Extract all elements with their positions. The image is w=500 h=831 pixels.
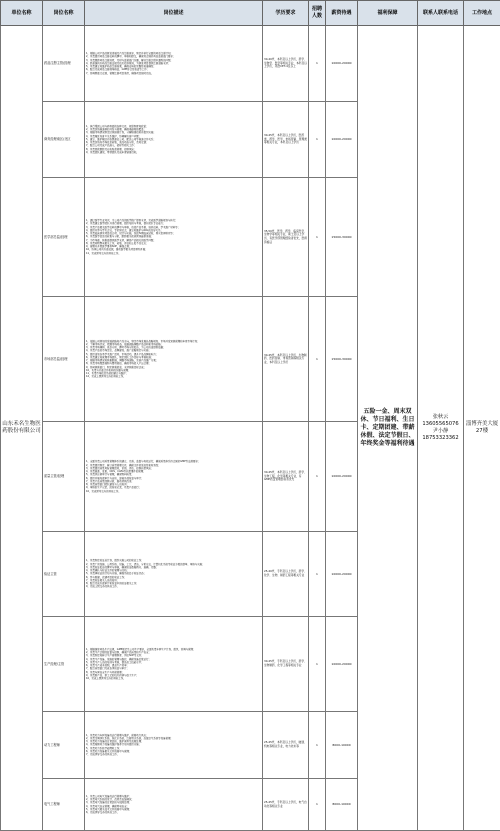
description-line: 1、执行集团公司与商务部的各种文件，规章制度和政策；: [86, 125, 261, 128]
description-line: 7、配合质量部门完成各类检查与审计；: [86, 667, 261, 670]
description-line: 7、为市场部、销售部提供医学支持，解答产品相关的医学问题；: [86, 239, 261, 242]
description-line: 8、配合完成外部审计和检查中的验证相关工作；: [86, 582, 261, 585]
contact-phone: 18753323362: [419, 435, 462, 442]
description-line: 2、负责建立医学团队并进行管理，组织培训与考核，提升团队专业能力；: [86, 222, 261, 225]
description-line: 3、负责市场调研、竞品分析，撰写市场分析报告，为公司决策提供依据；: [86, 346, 261, 349]
description-line: 5、负责供应商审计与管理，确保物料质量；: [86, 473, 261, 476]
contact-name: 张秋云: [419, 414, 462, 421]
description-line: 1、通过医学专业知识，为公司产品的医学推广提供支持，完成医学策略规划与执行；: [86, 219, 261, 222]
hiring-count: 1: [309, 617, 326, 712]
hiring-count: 1: [309, 102, 326, 178]
position-name: 生产经理/主管: [43, 617, 85, 712]
position-name: 动力工程师: [43, 712, 85, 779]
description-line: 5、负责动力系统节能降耗工作；: [86, 747, 261, 750]
header-location: 工作地点: [464, 1, 500, 26]
description-line: 7、根据市场情况和销售数据，调整市场策略，完善产品推广方案；: [86, 359, 261, 362]
position-name: 医学部总监/经理: [43, 178, 85, 297]
hiring-count: 1: [309, 178, 326, 297]
position-description: [85, 297, 263, 422]
description-line: 7、负责验证相关人员的培训；: [86, 579, 261, 582]
description-line: 2、负责厂房设施、公用系统、设备、工艺、清洁、分析方法、计算机化系统等验证方案的起草、审核与实施；: [86, 563, 261, 566]
description-line: 3、负责产品相关医学资料的撰写与审核，包括产品手册、培训资料、学术推广材料等；: [86, 226, 261, 229]
hiring-count: 1: [309, 712, 326, 779]
description-line: 9、管理并升级医学事务SOP，确保合规；: [86, 245, 261, 248]
description-line: 2、负责组织制定、修订质量管理文件，确保文件的适宜性和有效性；: [86, 464, 261, 467]
description-line: 1、依据公司规划的发展战略和产品方向，制定市场发展总战略规划、市场开发营销管理和年度市场计划；: [86, 340, 261, 343]
description-line: 6、负责生产成本控制，提高生产效率；: [86, 664, 261, 667]
salary-range: 15000-30000: [326, 297, 358, 422]
description-line: 8、负责药物警戒相关工作，收集、评估和上报不良反应；: [86, 242, 261, 245]
position-description: [85, 532, 263, 617]
description-line: 5、负责建立和维护药品注册档案，确保资料的完整性和准确性；: [86, 65, 261, 68]
description-line: 2、负责区域渠道商的开发与管理，确保渠道网络覆盖；: [86, 128, 261, 131]
description-line: 6、负责区域内市场信息收集，竞品动态分析，及时反馈；: [86, 141, 261, 144]
description-line: 7、协调跨部门资源，管理注册项目进度，确保项目按时完成。: [86, 72, 261, 75]
description-line: 1、全面负责公司质量管理体系的建立、完善、监督与有效运行，确保质量体系符合国家GMP等法规要求；: [86, 460, 261, 463]
position-description: [85, 712, 263, 779]
education-requirement: 30-45岁，本科及以上学历，医药类、药学、医学、市场营销、管理类等相关专业，本科及以上学历: [263, 102, 309, 178]
header-education: 学历要求: [263, 1, 309, 26]
description-line: 1、根据公司产品的研发进展及产品注册需求，制定并执行全面的药品注册计划；: [86, 52, 261, 55]
salary-range: 8000-10000: [326, 712, 358, 779]
hiring-count: 1: [309, 532, 326, 617]
description-line: 2、负责组织药品注册资料的撰写、审核和提交，确保符合国家药品监管部门要求；: [86, 55, 261, 58]
description-line: 6、完成领导交办的其他工作。: [86, 811, 261, 814]
description-line: 10、负责与外部合作机构的沟通与管理；: [86, 369, 261, 372]
header-row: [1, 1, 500, 26]
description-line: 11、完成领导交办的其他工作。: [86, 252, 261, 255]
description-line: 1、负责动力车间设备的运行管理与维护，保障动力供应；: [86, 734, 261, 737]
position-description: [85, 102, 263, 178]
description-line: 7、配合公司完成产品准入、招标等相关工作；: [86, 144, 261, 147]
position-description: [85, 779, 263, 831]
description-line: 6、参与新建、改建项目的验证工作；: [86, 576, 261, 579]
description-line: 5、负责临床研究项目的立项、设计与实施，包括IV期临床试验、真实世界研究等；: [86, 232, 261, 235]
description-line: 5、负责生产人员的培训与考核，提高员工技能水平；: [86, 661, 261, 664]
description-line: 9、审核批生产记录、批检验记录，负责产品放行；: [86, 486, 261, 489]
header-benefits: 福利保障: [358, 1, 418, 26]
description-line: 10、完成上级领导交办的其他工作。: [86, 677, 261, 680]
hiring-count: 1: [309, 422, 326, 532]
description-line: 9、负责团队建设，带领团队完成年度销售目标。: [86, 151, 261, 154]
description-line: 2、负责电气系统的设计、改造及安装调试；: [86, 798, 261, 801]
description-line: 1、负责公司电气设备的运行管理与维护；: [86, 795, 261, 798]
position-name: 验证主管: [43, 532, 85, 617]
position-name: 质量主管/经理: [43, 422, 85, 532]
description-line: 1、根据国家药品生产法规，GMP规范及公司生产要求，全面负责车间生产计划、组织、协调与管理；: [86, 648, 261, 651]
description-line: 7、完成领导交办的其他工作。: [86, 753, 261, 756]
description-line: 3、负责动力设备的日常巡检、维护保养及故障处理；: [86, 740, 261, 743]
description-line: 12、完成上级领导交办的其他工作。: [86, 375, 261, 378]
position-name: 药品注册主管/经理: [43, 26, 85, 102]
contact-phone: 13605565076: [419, 421, 462, 428]
description-line: 6、负责建立和管理市场团队，制定团队工作目标与考核标准；: [86, 356, 261, 359]
description-line: 4、组织并参与学术会议、专家研讨会，建立和维护与KOL的良好关系；: [86, 229, 261, 232]
description-line: 3、负责验证报告的撰写与审核，确保验证数据真实、准确、完整；: [86, 566, 261, 569]
description-line: 6、负责医学信息的收集与分析，跟踪相关疾病领域最新进展；: [86, 235, 261, 238]
description-line: 2、了解市场状况，把握市场动态，依据战略调整产品结构和市场策略；: [86, 343, 261, 346]
description-line: 3、负责组织质量风险管理活动，识别、评估、控制质量风险；: [86, 467, 261, 470]
position-name: 市场部总监/经理: [43, 297, 85, 422]
hiring-count: 1: [309, 779, 326, 831]
description-line: 9、负责新产品、新工艺的技术转移与放大生产；: [86, 674, 261, 677]
description-line: 8、负责市场预算编制与费用管控，确保市场投入产出合理；: [86, 362, 261, 365]
position-description: [85, 26, 263, 102]
salary-range: 15000-30000: [326, 178, 358, 297]
description-line: 3、负责制定和修订生产管理制度、岗位SOP等文件；: [86, 654, 261, 657]
education-requirement: 25-45岁，专科及以上学历，电气自动化等相关专业: [263, 779, 309, 831]
benefits-text: 五险一金、周末双休、节日福利、生日卡、定期团建、带薪休假、法定节假日、年终奖金等福利待遇: [358, 26, 418, 831]
header-description: 岗位描述: [85, 1, 263, 26]
description-line: 5、负责再验证的计划与实施，确保系统处于验证状态；: [86, 572, 261, 575]
position-name: 电气工程师: [43, 779, 85, 831]
description-line: 11、负责市场信息系统的建立与维护；: [86, 372, 261, 375]
description-line: 5、建立、维护辖区内各级商业公司、配送公司等渠道合作关系；: [86, 138, 261, 141]
description-line: 4、负责电气安全管理，确保用电安全；: [86, 805, 261, 808]
description-line: 8、负责车间安全生产与环保管理；: [86, 671, 261, 674]
salary-range: 8000-10000: [326, 779, 358, 831]
hiring-count: 1: [309, 26, 326, 102]
education-requirement: 30-45岁，本科及以上学历，药学、生物工程、化学等相关专业，有GMP质量管理经验者优先: [263, 422, 309, 532]
description-line: 3、根据市场情况制定区域销售计划，分解销售指标并组织实施；: [86, 131, 261, 134]
contact-info: [418, 26, 464, 831]
description-line: 4、负责辖区内客户关系维护，协调解决客户问题；: [86, 135, 261, 138]
header-position: 岗位名称: [43, 1, 85, 26]
description-line: 9、完成上级交办的其他工作。: [86, 585, 261, 588]
description-line: 4、负责确认与验证文件的管理与归档；: [86, 569, 261, 572]
description-line: 6、组织开展内部审计与自检，迎接外部检查与审计；: [86, 477, 261, 480]
description-line: 1、负责制定验证总计划，组织实施公司的验证工作；: [86, 559, 261, 562]
position-description: [85, 422, 263, 532]
salary-range: 10000-20000: [326, 617, 358, 712]
work-location: 淄博齐美大厦27楼: [464, 26, 500, 831]
position-name: 商务经理南区/北区: [43, 102, 85, 178]
salary-range: 10000-20000: [326, 26, 358, 102]
description-line: 4、熟悉国内外药品注册法规及技术指导原则，为研发项目提供注册策略支持；: [86, 62, 261, 65]
position-description: [85, 617, 263, 712]
description-line: 8、负责质量部门团队建设与人员培训；: [86, 483, 261, 486]
description-line: 3、负责跟踪药品注册进度，及时与监管部门沟通，解决注册过程中遇到的问题；: [86, 59, 261, 62]
description-line: 4、负责生产设备、设施的管理与维护，确保设备正常运行；: [86, 658, 261, 661]
position-description: [85, 178, 263, 297]
description-line: 2、负责生产过程的监督与控制，确保产品质量和生产安全；: [86, 651, 261, 654]
education-requirement: 25-40岁，专科及以上学历，药学、化学、生物、制药工程等相关专业: [263, 532, 309, 617]
description-line: 4、负责产品的市场定位、品牌建设、推广策略制定与实施；: [86, 349, 261, 352]
description-line: 9、协同销售部门，制定销售政策，支持销售目标达成；: [86, 366, 261, 369]
description-line: 7、负责产品质量回顾分析，推动持续改进；: [86, 480, 261, 483]
education-requirement: 30-40岁，本科及以上学历，药学、生物学、医学等相关专业，本科及以上学历，英语CET-4及以上: [263, 26, 309, 102]
description-line: 4、负责编制动力设备的维护保养计划并组织实施；: [86, 743, 261, 746]
header-count: 招聘人数: [309, 1, 326, 26]
job-table-body: [1, 26, 500, 831]
description-line: 4、负责偏差、变更、OOS、CAPA等质量事件的管理；: [86, 470, 261, 473]
description-line: 6、配合完成药品注册现场核查、GMP符合性检查等工作；: [86, 68, 261, 71]
education-requirement: 30-45岁，本科及以上学历，生物制药、医药营销、市场营销等相关专业，本科及以上学历: [263, 297, 309, 422]
description-line: 3、负责电气设备的日常巡检与故障处理；: [86, 801, 261, 804]
job-row: [1, 26, 500, 102]
description-line: 8、负责回款跟踪及应收账款管理，控制风险；: [86, 148, 261, 151]
education-requirement: 25-45岁，本科及以上学历，暖通、机电等相关专业，电力技术等: [263, 712, 309, 779]
description-line: 2、负责空调净化系统、纯化水系统、注射用水系统、压缩空气系统等设备管理；: [86, 737, 261, 740]
description-line: 10、完成领导交办的其他工作。: [86, 490, 261, 493]
description-line: 5、负责电气相关技术文件的编写与管理；: [86, 808, 261, 811]
description-line: 5、组织策划各类学术推广活动、市场活动，提升产品品牌影响力；: [86, 353, 261, 356]
header-contact: 联系人联系电话: [418, 1, 464, 26]
header-salary: 薪资待遇: [326, 1, 358, 26]
contact-name: 尹小静: [419, 428, 462, 435]
description-line: 6、负责动力设备相关文件的编写与管理；: [86, 750, 261, 753]
education-requirement: 35-50岁，医学、药学、临床医学、生物学等相关专业，硕士及以上学历，有医学部管理经验者优先，医师资格证: [263, 178, 309, 297]
description-line: 10、协调公司内外部资源，推动医学相关项目顺利开展；: [86, 248, 261, 251]
education-requirement: 30-45岁，专科及以上学历，药学、生物制药、化学工程等相关专业: [263, 617, 309, 712]
salary-range: 10000-20000: [326, 102, 358, 178]
company-name: 山东禾名生物医药股份有限公司: [1, 26, 43, 831]
salary-range: 10000-20000: [326, 532, 358, 617]
salary-range: 10000-20000: [326, 422, 358, 532]
hiring-count: 1: [309, 297, 326, 422]
header-company: 单位名称: [1, 1, 43, 26]
